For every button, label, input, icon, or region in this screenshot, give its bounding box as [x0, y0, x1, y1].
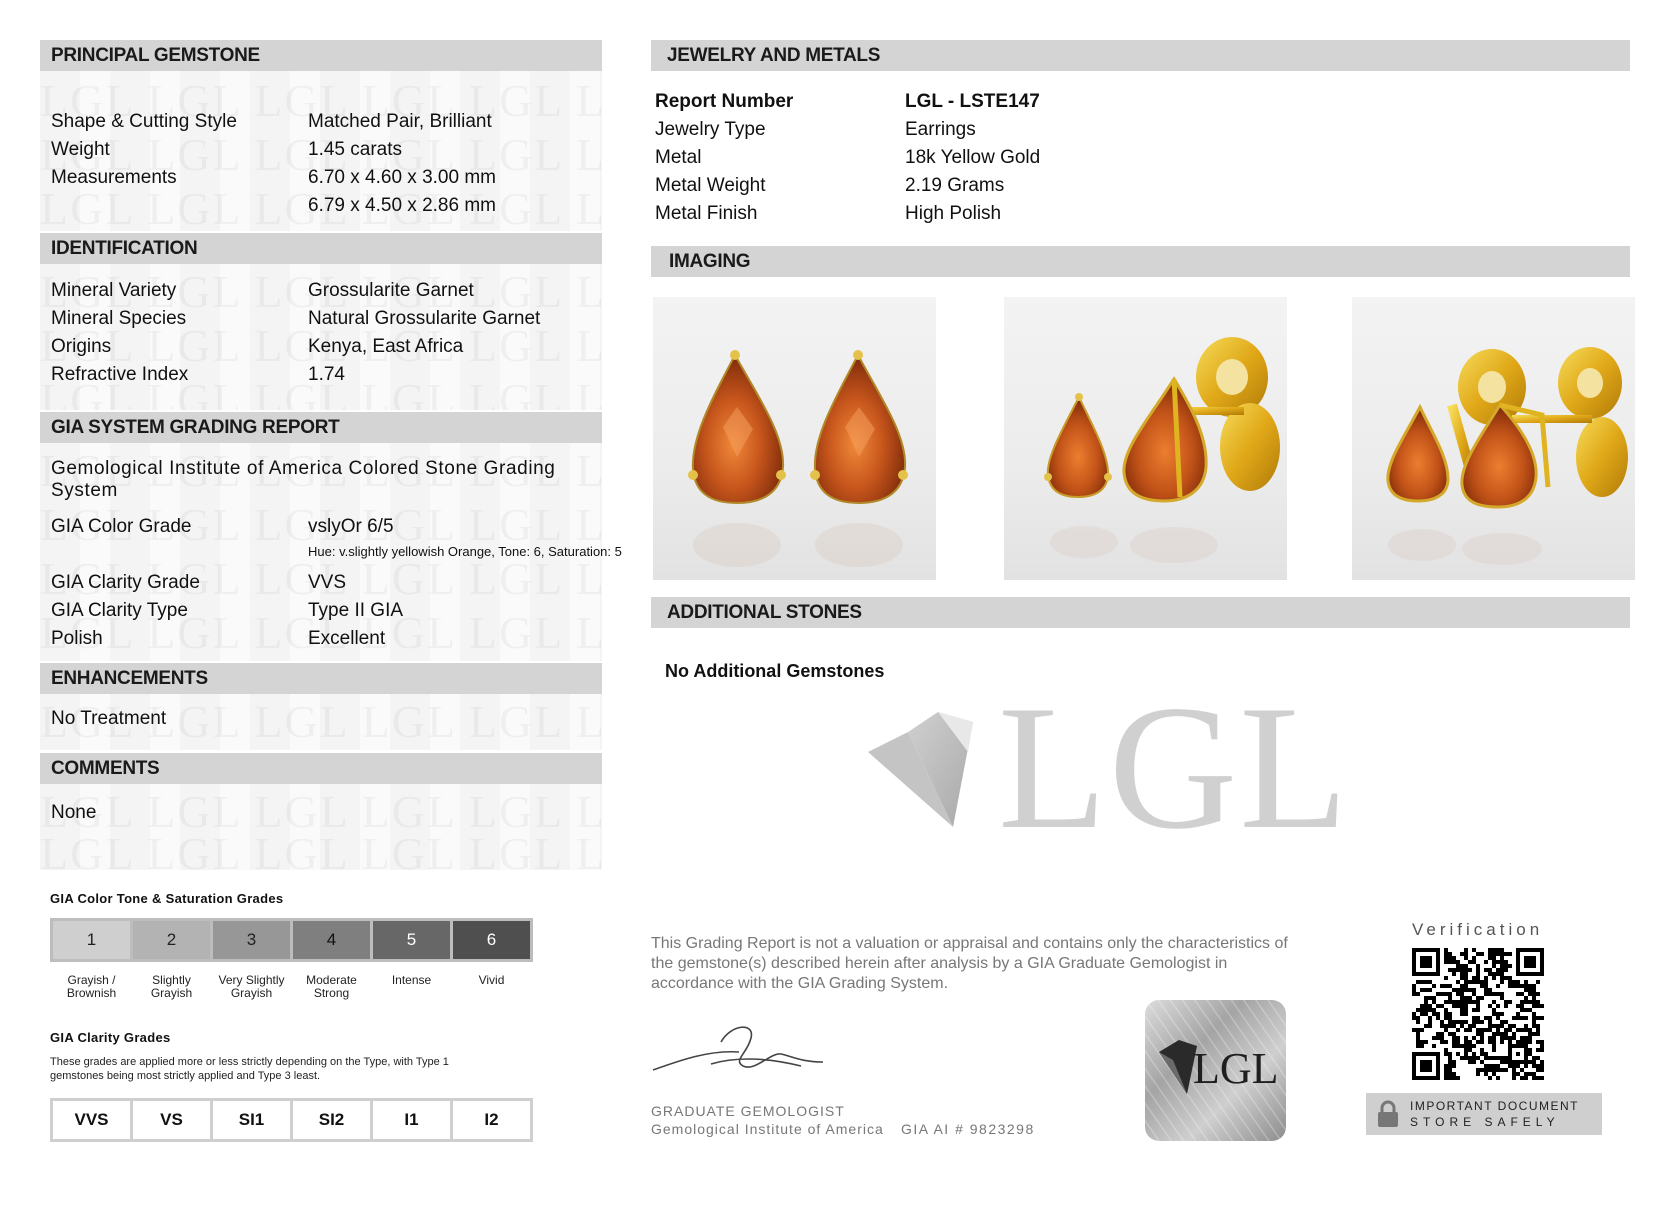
identification-header: IDENTIFICATION: [40, 233, 602, 264]
shape-value: Matched Pair, Brilliant: [308, 111, 492, 132]
tone-grade-label: Grayish / Brownish: [66, 973, 117, 1000]
principal-gemstone-header: PRINCIPAL GEMSTONE: [40, 40, 602, 71]
refractive-index-value: 1.74: [308, 364, 345, 385]
earring-photo-side: [1352, 297, 1635, 580]
tone-grade-label: Vivid: [478, 973, 505, 987]
weight-label: Weight: [51, 139, 110, 160]
jewelry-value: High Polish: [905, 203, 1002, 224]
measurements-label: Measurements: [51, 167, 177, 188]
gia-clarity-grade-value: VVS: [308, 572, 347, 593]
gia-intro-line1: Gemological Institute of America Colored Stone Grading: [51, 458, 556, 479]
mineral-species-value: Natural Grossularite Garnet: [308, 308, 541, 329]
watermark-text: [40, 826, 602, 870]
clarity-grade-cell: SI1: [213, 1101, 290, 1139]
comments-value: None: [51, 802, 97, 823]
clarity-scale-note-2: gemstones being most strictly applied and Type 3 least.: [50, 1070, 321, 1082]
gia-color-grade-value: vslyOr 6/5: [308, 516, 394, 537]
mineral-species-label: Mineral Species: [51, 308, 187, 329]
tone-grade-label: Intense: [391, 973, 432, 987]
weight-value: 1.45 carats: [308, 139, 402, 160]
clarity-scale-title: GIA Clarity Grades: [50, 1030, 171, 1045]
clarity-scale-note-1: These grades are applied more or less strictly depending on the Type, with Type 1: [50, 1056, 449, 1068]
tone-grade-3: 3: [213, 921, 290, 959]
tone-grade-6: 6: [453, 921, 530, 959]
jewelry-value: 18k Yellow Gold: [905, 147, 1041, 168]
shape-label: Shape & Cutting Style: [51, 111, 237, 132]
origins-value: Kenya, East Africa: [308, 336, 464, 357]
refractive-index-label: Refractive Index: [51, 364, 189, 385]
hologram-seal: [1145, 1000, 1286, 1141]
gia-id: GIA AI # 9823298: [901, 1121, 1035, 1137]
jewelry-label: Metal Finish: [655, 203, 758, 224]
comments-header: COMMENTS: [40, 753, 602, 784]
tone-scale-title: GIA Color Tone & Saturation Grades: [50, 891, 284, 906]
important-document-badge: [1366, 1093, 1602, 1135]
clarity-scale: [50, 1098, 533, 1142]
enhancements-header: ENHANCEMENTS: [40, 663, 602, 694]
lgl-logo-text: LGL: [998, 668, 1351, 866]
signature-institute: Gemological Institute of America: [651, 1121, 884, 1137]
clarity-grade-cell: VVS: [53, 1101, 130, 1139]
gia-clarity-grade-label: GIA Clarity Grade: [51, 572, 200, 593]
clarity-grade-cell: I1: [373, 1101, 450, 1139]
earring-photo-front: [653, 297, 936, 580]
polish-label: Polish: [51, 628, 103, 649]
mineral-variety-label: Mineral Variety: [51, 280, 177, 301]
gia-color-note: Hue: v.slightly yellowish Orange, Tone: 6, Saturation: 5: [308, 544, 622, 559]
additional-stones-value: No Additional Gemstones: [665, 661, 885, 681]
clarity-grade-cell: SI2: [293, 1101, 370, 1139]
jewelry-label: Report Number: [655, 91, 794, 112]
clarity-grade-cell: VS: [133, 1101, 210, 1139]
tone-grade-2: 2: [133, 921, 210, 959]
polish-value: Excellent: [308, 628, 386, 649]
jewelry-value: LGL - LSTE147: [905, 91, 1040, 112]
clarity-grade-cell: I2: [453, 1101, 530, 1139]
signature-title: GRADUATE GEMOLOGIST: [651, 1103, 845, 1119]
jewelry-label: Metal: [655, 147, 702, 168]
measurements-value-1: 6.70 x 4.60 x 3.00 mm: [308, 167, 496, 188]
disclaimer: This Grading Report is not a valuation or appraisal and contains only the characteristics of the gemstone(s) described herein after analysis by a GIA Graduate Gemologist in accordance with the GIA Grading System.: [651, 935, 1288, 992]
jewelry-label: Jewelry Type: [655, 119, 766, 140]
gia-intro-line2: System: [51, 480, 118, 501]
tone-grade-1: 1: [53, 921, 130, 959]
gia-color-grade-label: GIA Color Grade: [51, 516, 192, 537]
important-document-line2: STORE SAFELY: [1410, 1115, 1560, 1129]
gia-report-header: GIA SYSTEM GRADING REPORT: [40, 412, 602, 443]
enhancements-value: No Treatment: [51, 708, 167, 729]
gia-clarity-type-label: GIA Clarity Type: [51, 600, 188, 621]
qr-code[interactable]: [1412, 948, 1544, 1080]
mineral-variety-value: Grossularite Garnet: [308, 280, 474, 301]
lock-icon: [1376, 1100, 1400, 1128]
earring-photo-angle: [1004, 297, 1287, 580]
tone-grade-label: Very Slightly Grayish: [218, 973, 285, 1000]
signature: [651, 1012, 827, 1078]
imaging-header: IMAGING: [651, 246, 1630, 277]
jewelry-value: Earrings: [905, 119, 976, 140]
tone-scale: [50, 918, 533, 962]
tone-grade-label: Moderate Strong: [306, 973, 357, 1000]
important-document-line1: IMPORTANT DOCUMENT: [1410, 1099, 1580, 1113]
gia-clarity-type-value: Type II GIA: [308, 600, 404, 621]
additional-stones-header: ADDITIONAL STONES: [651, 597, 1630, 628]
hologram-logo-text: LGL: [1193, 1044, 1279, 1093]
jewelry-metals-header: JEWELRY AND METALS: [651, 40, 1630, 71]
verification-title: Verification: [1412, 920, 1544, 939]
measurements-value-2: 6.79 x 4.50 x 2.86 mm: [308, 195, 496, 216]
watermark-band: [40, 784, 602, 870]
tone-grade-5: 5: [373, 921, 450, 959]
tone-grade-label: Slightly Grayish: [150, 973, 193, 1000]
lgl-logo-watermark: [868, 668, 1351, 866]
origins-label: Origins: [51, 336, 112, 357]
jewelry-value: 2.19 Grams: [905, 175, 1005, 196]
jewelry-label: Metal Weight: [655, 175, 766, 196]
tone-grade-4: 4: [293, 921, 370, 959]
